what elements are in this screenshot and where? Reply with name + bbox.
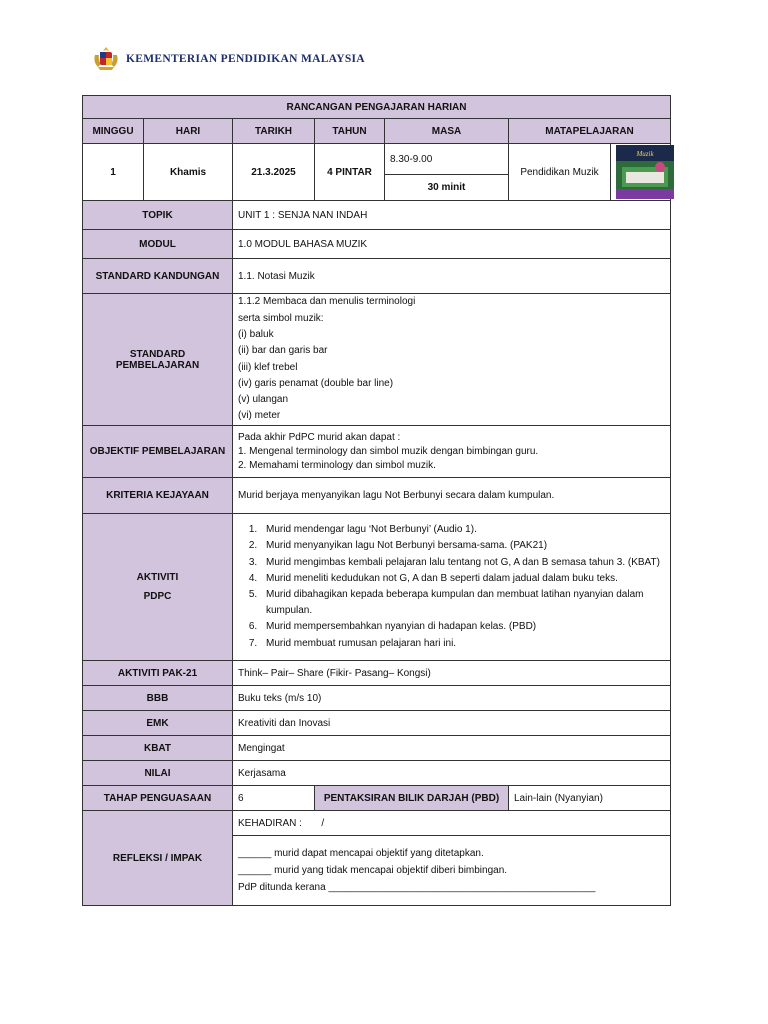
aktiviti-label-line: PDPC xyxy=(143,591,172,602)
column-tarikh: TARIKH xyxy=(233,119,315,144)
emk-value: Kreativiti dan Inovasi xyxy=(233,711,671,736)
bbb-value: Buku teks (m/s 10) xyxy=(233,686,671,711)
list-item: (vi) meter xyxy=(238,410,281,422)
tahun-value: 4 PINTAR xyxy=(315,144,385,201)
nilai-value: Kerjasama xyxy=(233,761,671,786)
kehadiran-field: KEHADIRAN : / xyxy=(233,811,671,836)
modul-label: MODUL xyxy=(83,230,233,259)
tahap-label: TAHAP PENGUASAAN xyxy=(83,786,233,811)
list-item: (ii) bar dan garis bar xyxy=(238,345,328,357)
list-item: 2. Murid menyanyikan lagu Not Berbunyi bersama-sama. (PAK21) xyxy=(260,538,665,554)
topik-label: TOPIK xyxy=(83,201,233,230)
emk-label: EMK xyxy=(83,711,233,736)
aktiviti-value xyxy=(233,514,671,661)
list-item: 4. Murid meneliti kedudukan not G, A dan B seperti dalam jadual dalam buku teks. xyxy=(260,571,665,587)
document-header xyxy=(92,44,365,74)
hari-value: Khamis xyxy=(144,144,233,201)
list-item: 2. Memahami terminology dan simbol muzik. xyxy=(238,459,436,471)
svg-text:Muzik: Muzik xyxy=(636,150,654,158)
ministry-name: KEMENTERIAN PENDIDIKAN MALAYSIA xyxy=(126,53,365,65)
list-item: 1. Mengenal terminology dan simbol muzik dengan bimbingan guru. xyxy=(238,445,539,457)
list-item: 1. Murid mendengar lagu ‘Not Berbunyi’ (Audio 1). xyxy=(260,522,665,538)
standard-pembelajaran-label: STANDARD PEMBELAJARAN xyxy=(83,294,233,426)
table-title: RANCANGAN PENGAJARAN HARIAN xyxy=(83,96,671,119)
column-hari: HARI xyxy=(144,119,233,144)
aktiviti-label-line: AKTIVITI xyxy=(136,572,179,583)
bbb-label: BBB xyxy=(83,686,233,711)
pbd-label: PENTAKSIRAN BILIK DARJAH (PBD) xyxy=(315,786,509,811)
column-tahun: TAHUN xyxy=(315,119,385,144)
standard-pembelajaran-value xyxy=(233,294,671,426)
list-item: (i) baluk xyxy=(238,328,274,340)
nilai-label: NILAI xyxy=(83,761,233,786)
tarikh-value: 21.3.2025 xyxy=(233,144,315,201)
standard-kandungan-value: 1.1. Notasi Muzik xyxy=(233,259,671,294)
tahap-value: 6 xyxy=(233,786,315,811)
list-item: (iv) garis penamat (double bar line) xyxy=(238,377,394,389)
masa-duration: 30 minit xyxy=(385,175,509,201)
kbat-label: KBAT xyxy=(83,736,233,761)
subject-value: Pendidikan Muzik xyxy=(509,144,611,201)
refleksi-line: ______ murid yang tidak mencapai objektif diberi bimbingan. xyxy=(238,865,508,876)
list-item: (iii) klef trebel xyxy=(238,361,298,373)
column-masa: MASA xyxy=(385,119,509,144)
list-item: (v) ulangan xyxy=(238,394,289,406)
pak21-label: AKTIVITI PAK-21 xyxy=(83,661,233,686)
lesson-plan-table xyxy=(82,95,671,906)
minggu-value: 1 xyxy=(83,144,144,201)
objektif-value xyxy=(233,426,671,478)
standard-kandungan-label: STANDARD KANDUNGAN xyxy=(83,259,233,294)
column-minggu: MINGGU xyxy=(83,119,144,144)
list-item: 5. Murid dibahagikan kepada beberapa kumpulan dan membuat latihan nyanyian dalam kumpulan. xyxy=(260,587,665,619)
list-item: 6. Murid mempersembahkan nyanyian di hadapan kelas. (PBD) xyxy=(260,619,665,635)
kbat-value: Mengingat xyxy=(233,736,671,761)
objektif-label: OBJEKTIF PEMBELAJARAN xyxy=(83,426,233,478)
aktiviti-label xyxy=(83,514,233,661)
activity-list xyxy=(238,522,665,652)
malaysia-coat-of-arms-icon xyxy=(92,46,120,72)
textbook-cover-cell xyxy=(611,144,671,201)
refleksi-value xyxy=(233,836,671,906)
textbook-cover-image xyxy=(616,145,674,199)
list-item: 1.1.2 Membaca dan menulis terminologi xyxy=(238,296,416,308)
pak21-value: Think– Pair– Share (Fikir- Pasang– Kongsi) xyxy=(233,661,671,686)
masa-time: 8.30-9.00 xyxy=(385,144,509,175)
modul-value: 1.0 MODUL BAHASA MUZIK xyxy=(233,230,671,259)
refleksi-line: ______ murid dapat mencapai objektif yang ditetapkan. xyxy=(238,848,484,859)
list-item: 3. Murid mengimbas kembali pelajaran lalu tentang not G, A dan B semasa tahun 3. (KBAT) xyxy=(260,555,665,571)
list-item: Pada akhir PdPC murid akan dapat : xyxy=(238,431,401,443)
list-item: 7. Murid membuat rumusan pelajaran hari ini. xyxy=(260,636,665,652)
column-matapelajaran: MATAPELAJARAN xyxy=(509,119,671,144)
kriteria-value: Murid berjaya menyanyikan lagu Not Berbunyi secara dalam kumpulan. xyxy=(233,478,671,514)
pbd-value: Lain-lain (Nyanyian) xyxy=(509,786,671,811)
list-item: serta simbol muzik: xyxy=(238,312,324,324)
refleksi-line: PdP ditunda kerana ________________________________________________ xyxy=(238,882,596,893)
kriteria-label: KRITERIA KEJAYAAN xyxy=(83,478,233,514)
refleksi-label: REFLEKSI / IMPAK xyxy=(83,811,233,906)
topik-value: UNIT 1 : SENJA NAN INDAH xyxy=(233,201,671,230)
